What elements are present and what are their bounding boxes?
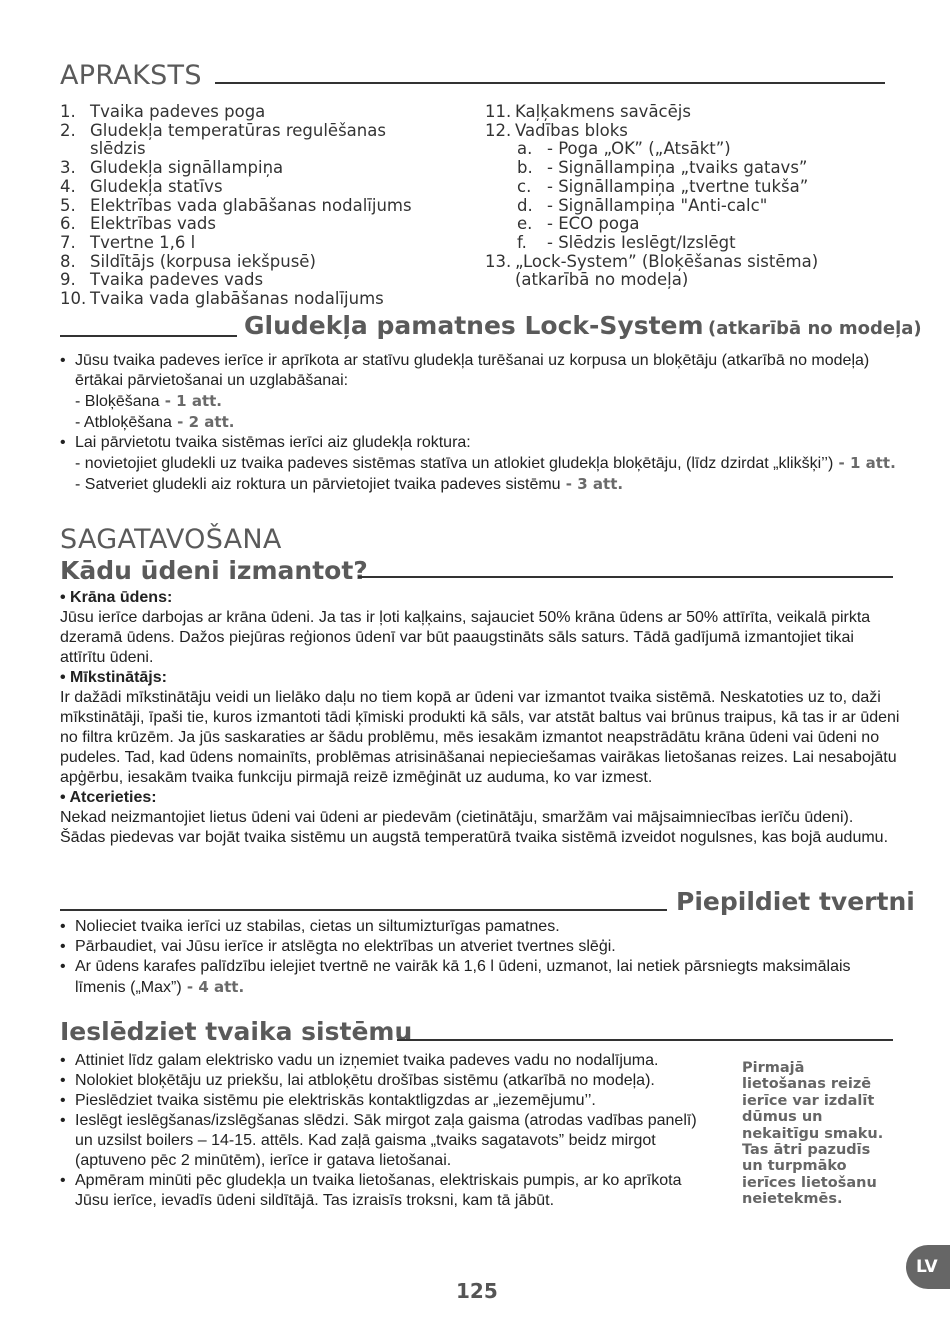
list-item	[485, 159, 905, 178]
lock-dash-4: - Satveriet gludekli aiz roktura un pārvietojiet tvaika padeves sistēmu - 3 att.	[75, 475, 624, 493]
item-number	[485, 271, 515, 290]
list-item	[485, 234, 905, 253]
switch-bullet-4: • Ieslēgt ieslēgšanas/izslēgšanas slēdzi. Sāk mirgot zaļa gaisma (atrodas vadības panelī) un uzsilst boilers – 14-15. attēls. Kad zaļā gaisma „tvaiks sagatavots” beidz mirgot (aptuveno pēc 2 minūtēm), ierīce ir gatava lietošanai.	[60, 1111, 718, 1171]
item-text: Elektrības vads	[90, 214, 216, 234]
lock-rule	[60, 335, 237, 337]
list-item	[485, 140, 905, 159]
tap-water-label: • Krāna ūdens:	[60, 589, 173, 606]
water-subtitle: Kādu ūdeni izmantot?	[60, 556, 368, 585]
item-number: 2.	[60, 120, 76, 140]
section-title-sagatavosana: SAGATAVOŠANA	[60, 524, 282, 555]
tap-water-text: Jūsu ierīce darbojas ar krāna ūdeni. Ja tas ir ļoti kaļķains, sajauciet 50% krāna ūdens ar 50% attīrīta, veikalā pirkta dzeramā ūdens. Dažos piejūras reģionos ūdenī var būt paaugstināts sāls saturs. Tādā gadījumā izmantojiet tikai attīrītu ūdeni.	[60, 609, 871, 666]
fill-bullet-3: • Ar ūdens karafes palīdzību ielejiet tvertnē ne vairāk kā 1,6 l ūdeni, uzmanot, lai netiek pārsniegts maksimālais līmenis („Max”) - 4 att.	[60, 957, 900, 998]
list-item	[60, 271, 460, 290]
page-number: 125	[456, 1279, 498, 1303]
list-item	[485, 122, 905, 141]
item-number: c.	[517, 176, 532, 196]
switch-bullet-1: • Attiniet līdz galam elektrisko vadu un izņemiet tvaika padeves vadu no nodalījuma.	[60, 1051, 718, 1071]
list-item	[60, 215, 460, 234]
switch-title: Ieslēdziet tvaika sistēmu	[60, 1017, 413, 1046]
item-text: (atkarībā no modeļa)	[515, 270, 689, 290]
list-item	[60, 103, 460, 122]
item-number: 10.	[60, 289, 87, 309]
language-tab	[906, 1245, 950, 1289]
item-number: e.	[517, 214, 533, 234]
remember-label: • Atcerieties:	[60, 789, 157, 806]
switch-bullet-3: • Pieslēdziet tvaika sistēmu pie elektriskās kontaktligzdas ar „iezemējumu’’.	[60, 1091, 718, 1111]
item-text: Gludekļa statīvs	[90, 176, 223, 196]
figure-ref: - 4 att.	[181, 978, 245, 996]
figure-ref: - 1 att.	[159, 392, 222, 410]
section-title-apraksts: APRAKSTS	[60, 60, 202, 91]
lock-dash-2: - Atbloķēšana - 2 att.	[75, 413, 235, 431]
lock-dash-1: - Bloķēšana - 1 att.	[75, 392, 222, 410]
item-text: - Slēdzis Ieslēgt/Izslēgt	[547, 232, 736, 252]
item-text: slēdzis	[90, 139, 146, 159]
item-number: 12.	[485, 120, 512, 140]
item-text: - Poga „OK” („Atsākt”)	[547, 139, 731, 159]
item-text: Gludekļa signāllampiņa	[90, 158, 284, 178]
parts-list-right	[485, 103, 905, 290]
list-item	[60, 178, 460, 197]
fill-bullet-2: • Pārbaudiet, vai Jūsu ierīce ir atslēgta no elektrības un atveriet tvertnes slēģi.	[60, 937, 900, 957]
parts-list-left	[60, 103, 460, 309]
softener-label: • Mīkstinātājs:	[60, 669, 167, 686]
list-item	[60, 290, 460, 309]
fill-body	[60, 917, 900, 998]
lock-title: Gludekļa pamatnes Lock-System	[244, 311, 704, 340]
switch-body	[60, 1051, 718, 1211]
softener-text: Ir dažādi mīkstinātāju veidi un lielāko daļu no tiem kopā ar ūdeni var izmantot tvaika sistēmā. Neskatoties uz to, daži mīkstinātāji, īpaši tie, kuros izmantoti tādi ķīmiski produkti kā sāls, var atstāt baltus vai brūnus traipus, kā tas ir ar ūdeni no filtra krūzēm. Ja jūs saskaraties ar šādu problēmu, mēs iesakām izmantot neapstrādātu krāna ūdeni vai ūdeni no pudeles. Tad, kad ūdens nomainīts, problēmas atrisināšanai nepieciešamas vairākas lietošanas reizes. Lai nesabojātu apģērbu, iesakām tvaika funkciju pirmajā reizē izmēģināt uz auduma, ko var izmest.	[60, 689, 900, 786]
fill-title: Piepildiet tvertni	[676, 887, 915, 916]
item-text: Gludekļa temperatūras regulēšanas	[90, 120, 386, 140]
list-item	[485, 271, 905, 290]
switch-bullet-2: • Nolokiet bloķētāju uz priekšu, lai atbloķētu drošības sistēmu (atkarībā no modeļa).	[60, 1071, 718, 1091]
figure-ref: - 2 att.	[171, 413, 235, 431]
item-number: 8.	[60, 251, 76, 271]
water-rule	[358, 576, 893, 578]
item-text: Sildītājs (korpusa iekšpusē)	[90, 251, 316, 271]
item-number: 3.	[60, 158, 76, 178]
side-note: Pirmajā lietošanas reizē ierīce var izdalīt dūmus un nekaitīgu smaku. Tas ātri pazudīs un turpmāko ierīces lietošanu neietekmēs.	[742, 1060, 884, 1208]
item-text: - Signāllampiņa "Anti-calc"	[547, 195, 768, 215]
item-text: Vadības bloks	[515, 120, 628, 140]
item-number: 11.	[485, 102, 512, 121]
list-item	[60, 159, 460, 178]
lock-title-note: (atkarībā no modeļa)	[708, 318, 922, 339]
item-number: 5.	[60, 195, 76, 215]
remember-text: Nekad neizmantojiet lietus ūdeni vai ūdeni ar piedevām (cietinātāju, smaržām vai mājsaimniecības ierīču ūdeni). Šādas piedevas var bojāt tvaika sistēmu un augstā temperatūrā tvaika sistēmā izveidot nogulsnes, kas bojā audumu.	[60, 809, 889, 846]
list-item	[60, 253, 460, 272]
item-text: Tvertne 1,6 l	[90, 232, 196, 252]
switch-rule	[397, 1039, 893, 1041]
fill-rule	[60, 909, 667, 911]
list-item	[485, 178, 905, 197]
list-item	[60, 197, 460, 216]
item-text: Tvaika padeves poga	[90, 102, 266, 121]
lock-dash-3: - novietojiet gludekli uz tvaika padeves sistēmas statīva un atlokiet gludekļa bloķētāju, (līdz dzirdat „klikšķi’’) - 1 att.	[75, 454, 896, 472]
item-number: a.	[517, 139, 533, 159]
list-item	[485, 215, 905, 234]
lock-bullet-2: • Lai pārvietotu tvaika sistēmas ierīci aiz gludekļa roktura:	[60, 433, 900, 453]
list-item	[60, 140, 460, 159]
item-text: Tvaika vada glabāšanas nodalījums	[90, 289, 384, 309]
item-number: 9.	[60, 270, 76, 290]
fill-bullet-1: • Nolieciet tvaika ierīci uz stabilas, cietas un siltumizturīgas pamatnes.	[60, 917, 900, 937]
item-text: Tvaika padeves vads	[90, 270, 264, 290]
item-number: 13.	[485, 251, 512, 271]
list-item	[485, 197, 905, 216]
lock-body	[60, 351, 900, 495]
list-item	[485, 103, 905, 122]
item-text: - ECO poga	[547, 214, 640, 234]
lock-heading	[244, 313, 922, 339]
item-text: Elektrības vada glabāšanas nodalījums	[90, 195, 412, 215]
lock-bullet-1: • Jūsu tvaika padeves ierīce ir aprīkota ar statīvu gludekļa turēšanai uz korpusa un bloķētāju (atkarībā no modeļa) ērtākai pārvietošanai un uzglabāšanai:	[60, 351, 900, 391]
list-item	[60, 122, 460, 141]
language-tab-label: LV	[916, 1257, 938, 1277]
item-text: - Signāllampiņa „tvaiks gatavs”	[547, 158, 808, 178]
figure-ref: - 3 att.	[560, 475, 624, 493]
title-rule	[215, 82, 885, 84]
item-text: - Signāllampiņa „tvertne tukša”	[547, 176, 809, 196]
item-text: Kaļķakmens savācējs	[515, 102, 691, 121]
item-number: 4.	[60, 176, 76, 196]
figure-ref: - 1 att.	[833, 454, 896, 472]
water-body	[60, 588, 900, 848]
item-number: 1.	[60, 102, 76, 121]
item-number: 7.	[60, 232, 76, 252]
item-text: „Lock-System” (Bloķēšanas sistēma)	[515, 251, 819, 271]
item-number	[60, 140, 90, 159]
list-item	[485, 253, 905, 272]
list-item	[60, 234, 460, 253]
item-number: 6.	[60, 214, 76, 234]
item-number: d.	[517, 195, 533, 215]
item-number: f.	[517, 232, 527, 252]
item-number: b.	[517, 158, 533, 178]
switch-bullet-5: • Apmēram minūti pēc gludekļa un tvaika lietošanas, elektriskais pumpis, ar ko aprīkota Jūsu ierīce, ievadīs ūdeni sildītājā. Tas izraisīs troksni, kam tā jābūt.	[60, 1171, 718, 1211]
